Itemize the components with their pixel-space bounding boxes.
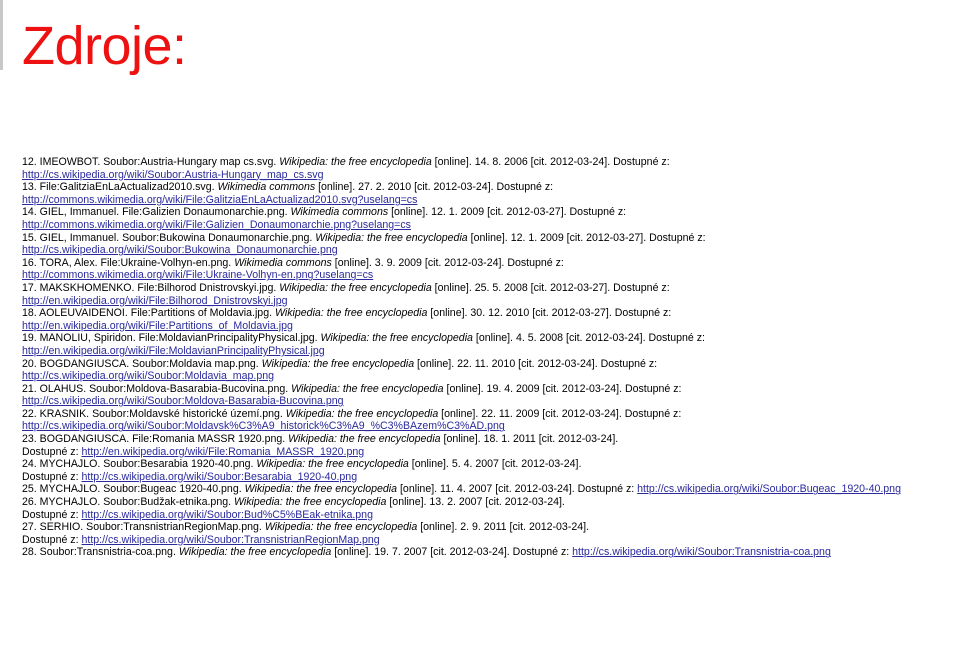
reference-line xyxy=(22,420,960,433)
reference-text: [online]. 12. 1. 2009 [cit. 2012-03-27]. Dostupné z: xyxy=(467,231,706,244)
reference-text: [online]. 18. 1. 2011 [cit. 2012-03-24]. xyxy=(440,433,619,446)
reference-line xyxy=(22,509,960,522)
reference-text: 20. BOGDANGIUSCA. Soubor:Moldavia map.png. xyxy=(22,357,262,370)
reference-text: 21. OLAHUS. Soubor:Moldova-Basarabia-Bucovina.png. xyxy=(22,382,292,395)
reference-source-title: Wikipedia: the free encyclopedia xyxy=(288,433,441,446)
reference-line xyxy=(22,194,960,207)
reference-link[interactable]: http://en.wikipedia.org/wiki/File:Bilhorod_Dnistrovskyi.jpg xyxy=(22,294,288,307)
reference-text: 12. IMEOWBOT. Soubor:Austria-Hungary map cs.svg. xyxy=(22,156,280,168)
reference-link[interactable]: http://cs.wikipedia.org/wiki/Soubor:Bugeac_1920-40.png xyxy=(637,483,901,496)
reference-text: 25. MYCHAJLO. Soubor:Bugeac 1920-40.png. xyxy=(22,483,245,496)
reference-text: 26. MYCHAJLO. Soubor:Budžak-etnika.png. xyxy=(22,496,234,509)
reference-line xyxy=(22,206,960,219)
reference-link[interactable]: http://en.wikipedia.org/wiki/File:Partitions_of_Moldavia.jpg xyxy=(22,319,293,332)
reference-line xyxy=(22,282,960,295)
reference-line xyxy=(22,269,960,282)
reference-line xyxy=(22,332,960,345)
reference-text: Dostupné z: xyxy=(22,508,82,521)
reference-link[interactable]: http://en.wikipedia.org/wiki/File:Romania_MASSR_1920.png xyxy=(81,445,365,458)
reference-line xyxy=(22,232,960,245)
reference-text: 19. MANOLIU, Spiridon. File:MoldavianPrincipalityPhysical.jpg. xyxy=(22,332,321,345)
reference-source-title: Wikipedia: the free encyclopedia xyxy=(279,156,432,168)
reference-line xyxy=(22,181,960,194)
reference-line xyxy=(22,471,960,484)
reference-source-title: Wikipedia: the free encyclopedia xyxy=(320,332,473,345)
slide-corner-rule xyxy=(0,0,3,70)
reference-source-title: Wikipedia: the free encyclopedia xyxy=(233,496,387,509)
reference-text: Dostupné z: xyxy=(22,533,82,546)
reference-link[interactable]: http://commons.wikimedia.org/wiki/File:GalitziaEnLaActualizad2010.svg?uselang=cs xyxy=(22,193,418,206)
reference-line xyxy=(22,358,960,371)
reference-source-title: Wikipedia: the free encyclopedia xyxy=(279,281,432,294)
reference-text: 15. GIEL, Immanuel. Soubor:Bukowina Donaumonarchie.png. xyxy=(22,231,316,244)
reference-link[interactable]: http://cs.wikipedia.org/wiki/Soubor:Besarabia_1920-40.png xyxy=(81,470,358,483)
reference-line xyxy=(22,395,960,408)
reference-line xyxy=(22,169,960,182)
reference-text: [online]. 30. 12. 2010 [cit. 2012-03-27]. Dostupné z: xyxy=(427,307,672,320)
reference-source-title: Wikipedia: the free encyclopedia xyxy=(244,483,398,496)
reference-text: [online]. 19. 7. 2007 [cit. 2012-03-24]. Dostupné z: xyxy=(331,546,573,559)
reference-text: [online]. 11. 4. 2007 [cit. 2012-03-24]. Dostupné z: xyxy=(397,483,638,496)
reference-text: 16. TORA, Alex. File:Ukraine-Volhyn-en.png. xyxy=(22,256,235,269)
reference-source-title: Wikipedia: the free encyclopedia xyxy=(315,231,468,244)
reference-source-title: Wikipedia: the free encyclopedia xyxy=(291,382,444,395)
reference-text: 18. AOLEUVAIDENOI. File:Partitions of Moldavia.jpg. xyxy=(22,307,275,320)
reference-link[interactable]: http://cs.wikipedia.org/wiki/Soubor:TransnistrianRegionMap.png xyxy=(81,533,380,546)
reference-text: 28. Soubor:Transnistria-coa.png. xyxy=(22,546,179,559)
reference-line xyxy=(22,521,960,534)
reference-source-title: Wikipedia: the free encyclopedia xyxy=(256,458,409,471)
reference-line xyxy=(22,219,960,232)
reference-line xyxy=(22,307,960,320)
reference-line xyxy=(22,295,960,308)
reference-line xyxy=(22,546,960,559)
reference-link[interactable]: http://cs.wikipedia.org/wiki/Soubor:Austria-Hungary_map_cs.svg xyxy=(22,168,324,181)
reference-line xyxy=(22,257,960,270)
reference-link[interactable]: http://commons.wikimedia.org/wiki/File:Galizien_Donaumonarchie.png?uselang=cs xyxy=(22,218,411,231)
reference-text: [online]. 13. 2. 2007 [cit. 2012-03-24]. xyxy=(386,496,565,509)
reference-line xyxy=(22,408,960,421)
reference-line xyxy=(22,483,960,496)
reference-text: [online]. 4. 5. 2008 [cit. 2012-03-24]. Dostupné z: xyxy=(472,332,705,345)
reference-text: [online]. 3. 9. 2009 [cit. 2012-03-24]. Dostupné z: xyxy=(331,256,564,269)
reference-text: [online]. 5. 4. 2007 [cit. 2012-03-24]. xyxy=(408,458,582,471)
reference-text: 23. BOGDANGIUSCA. File:Romania MASSR 1920.png. xyxy=(22,433,289,446)
reference-line xyxy=(22,496,960,509)
reference-text: [online]. 2. 9. 2011 [cit. 2012-03-24]. xyxy=(417,521,590,534)
reference-link[interactable]: http://commons.wikimedia.org/wiki/File:Ukraine-Volhyn-en.png?uselang=cs xyxy=(22,269,374,282)
reference-line xyxy=(22,345,960,358)
reference-source-title: Wikimedia commons xyxy=(217,181,316,194)
reference-text: 13. File:GalitziaEnLaActualizad2010.svg. xyxy=(22,181,218,194)
reference-source-title: Wikipedia: the free encyclopedia xyxy=(178,546,332,559)
reference-line xyxy=(22,244,960,257)
reference-list xyxy=(22,156,960,559)
reference-link[interactable]: http://cs.wikipedia.org/wiki/Soubor:Moldova-Basarabia-Bucovina.png xyxy=(22,395,344,408)
reference-text: [online]. 19. 4. 2009 [cit. 2012-03-24]. Dostupné z: xyxy=(443,382,682,395)
reference-text: [online]. 12. 1. 2009 [cit. 2012-03-27]. Dostupné z: xyxy=(388,206,627,219)
reference-text: [online]. 22. 11. 2010 [cit. 2012-03-24]. Dostupné z: xyxy=(414,357,658,370)
reference-source-title: Wikipedia: the free encyclopedia xyxy=(274,307,428,320)
reference-line xyxy=(22,534,960,547)
page-title: Zdroje: xyxy=(22,16,187,76)
reference-link[interactable]: http://cs.wikipedia.org/wiki/Soubor:Bukowina_Donaumonarchie.png xyxy=(22,244,338,257)
reference-text: 17. MAKSKHOMENKO. File:Bilhorod Dnistrovskyi.jpg. xyxy=(22,281,280,294)
reference-source-title: Wikipedia: the free encyclopedia xyxy=(285,407,439,420)
reference-text: Dostupné z: xyxy=(22,445,82,458)
reference-text: 22. KRASNIK. Soubor:Moldavské historické území.png. xyxy=(22,407,286,420)
reference-text: 14. GIEL, Immanuel. File:Galizien Donaumonarchie.png. xyxy=(22,206,291,219)
reference-link[interactable]: http://cs.wikipedia.org/wiki/Soubor:Moldavsk%C3%A9_historick%C3%A9_%C3%BAzem%C3%AD.png xyxy=(22,420,505,433)
reference-line xyxy=(22,446,960,459)
reference-text: [online]. 22. 11. 2009 [cit. 2012-03-24]. Dostupné z: xyxy=(438,407,682,420)
reference-link[interactable]: http://en.wikipedia.org/wiki/File:MoldavianPrincipalityPhysical.jpg xyxy=(22,344,325,357)
reference-source-title: Wikimedia commons xyxy=(234,256,332,269)
reference-source-title: Wikimedia commons xyxy=(290,206,389,219)
reference-link[interactable]: http://cs.wikipedia.org/wiki/Soubor:Transnistria-coa.png xyxy=(572,546,831,559)
reference-line xyxy=(22,433,960,446)
reference-text: [online]. 27. 2. 2010 [cit. 2012-03-24]. Dostupné z: xyxy=(315,181,554,194)
reference-line xyxy=(22,383,960,396)
reference-link[interactable]: http://cs.wikipedia.org/wiki/Soubor:Bud%C5%BEak-etnika.png xyxy=(81,508,373,521)
reference-text: [online]. 25. 5. 2008 [cit. 2012-03-27]. Dostupné z: xyxy=(431,281,670,294)
reference-source-title: Wikipedia: the free encyclopedia xyxy=(264,521,418,534)
reference-text: Dostupné z: xyxy=(22,470,82,483)
reference-text: 24. MYCHAJLO. Soubor:Besarabia 1920-40.png. xyxy=(22,458,257,471)
reference-link[interactable]: http://cs.wikipedia.org/wiki/Soubor:Moldavia_map.png xyxy=(22,370,275,383)
reference-line xyxy=(22,458,960,471)
reference-line xyxy=(22,156,960,169)
reference-source-title: Wikipedia: the free encyclopedia xyxy=(261,357,415,370)
reference-text: 27. SERHIO. Soubor:TransnistrianRegionMap.png. xyxy=(22,521,265,534)
reference-line xyxy=(22,370,960,383)
reference-text: [online]. 14. 8. 2006 [cit. 2012-03-24]. Dostupné z: xyxy=(431,156,670,168)
reference-line xyxy=(22,320,960,333)
